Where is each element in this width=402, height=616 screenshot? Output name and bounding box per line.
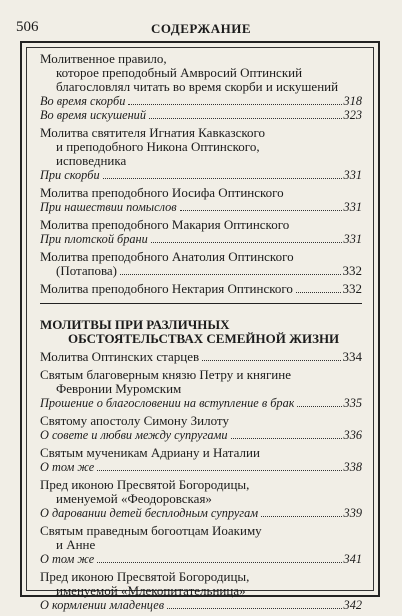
page-header (0, 0, 402, 36)
toc-page-number: 341 (343, 552, 362, 566)
toc-entry-line (40, 570, 362, 584)
toc-page-number: 323 (343, 108, 362, 122)
toc-subentry-text: Во время скорби (40, 94, 126, 108)
toc-entry (40, 126, 362, 182)
toc-page-number: 334 (342, 349, 362, 364)
toc-entry-line (40, 52, 362, 66)
toc-entry-line (40, 250, 362, 264)
toc-subentry (40, 506, 362, 520)
toc-entry-line (40, 414, 362, 428)
toc-entry-text: которое преподобный Амвросий Оптинский (56, 66, 303, 80)
section-heading-line: ОБСТОЯТЕЛЬСТВАХ СЕМЕЙНОЙ ЖИЗНИ (68, 331, 340, 346)
toc-page-number: 331 (343, 200, 362, 214)
toc-entry (40, 52, 362, 122)
dot-leader (180, 209, 342, 211)
toc-entry-text: Святым праведным богоотцам Иоакиму (40, 524, 262, 538)
toc-entry-text: (Потапова) (56, 264, 118, 278)
toc-entry-text: Молитва святителя Игнатия Кавказского (40, 126, 266, 140)
toc-page-number: 331 (343, 168, 362, 182)
toc-subentry (40, 598, 362, 612)
dot-leader (103, 177, 342, 179)
dot-leader (202, 359, 340, 361)
toc-entry-text: Молитва преподобного Нектария Оптинского (40, 282, 293, 296)
toc-entry-text: именуемой «Феодоровская» (56, 492, 212, 506)
toc-page-number: 339 (343, 506, 362, 520)
toc-entry-line (40, 446, 362, 460)
toc-subentry (40, 108, 362, 122)
dot-leader (151, 241, 342, 243)
toc-subentry-text: При плотской брани (40, 232, 148, 246)
toc-page-number: 336 (343, 428, 362, 442)
toc-entry-line (40, 66, 362, 80)
section-heading (40, 318, 362, 346)
toc-entry (40, 524, 362, 566)
toc-entry-text: Молитвенное правило, (40, 52, 167, 66)
toc-entry-line (40, 126, 362, 140)
toc-entry-text: Святым благоверным князю Петру и княгине (40, 368, 291, 382)
toc-entry-text: Молитва Оптинских старцев (40, 350, 200, 364)
toc-subentry (40, 460, 362, 474)
toc-entry-line (40, 350, 362, 364)
toc-entry-line (40, 478, 362, 492)
toc-subentry (40, 232, 362, 246)
running-title: СОДЕРЖАНИЕ (150, 21, 252, 36)
toc-entry-text: Февронии Муромским (56, 382, 182, 396)
toc-subentry-text: Прошение о благословении на вступление в брак (40, 396, 295, 410)
toc-entry (40, 570, 362, 612)
toc-entry (40, 446, 362, 474)
toc-page-number: 332 (342, 263, 362, 278)
dot-leader (297, 405, 341, 407)
toc-subentry-text: Во время искушений (40, 108, 146, 122)
toc-entry-text: Молитва преподобного Анатолия Оптинского (40, 250, 294, 264)
toc-entry-line (40, 264, 362, 278)
toc-entry-line (40, 382, 362, 396)
toc-page-number: 331 (343, 232, 362, 246)
toc-subentry-text: О том же (40, 460, 95, 474)
toc-entry-text: Молитва преподобного Макария Оптинского (40, 218, 290, 232)
toc-subentry (40, 552, 362, 566)
section-heading-line: МОЛИТВЫ ПРИ РАЗЛИЧНЫХ (40, 317, 230, 332)
toc-entry (40, 414, 362, 442)
toc-subentry-text: О совете и любви между супругами (40, 428, 228, 442)
dot-leader (97, 469, 341, 471)
toc-entry-line (40, 80, 362, 94)
toc-page-number: 342 (343, 598, 362, 612)
toc-entry-line (40, 584, 362, 598)
toc-entry-text: именуемой «Млекопитательница» (56, 584, 246, 598)
toc-entry-text: и преподобного Никона Оптинского, (56, 140, 260, 154)
toc-entry-line (40, 538, 362, 552)
toc-subentry-text: О кормлении младенцев (40, 598, 165, 612)
dot-leader (97, 561, 341, 563)
toc-entry-text: Пред иконою Пресвятой Богородицы, (40, 570, 250, 584)
toc-subentry (40, 168, 362, 182)
toc-entry (40, 350, 362, 364)
dot-leader (231, 437, 342, 439)
toc-subentry (40, 94, 362, 108)
toc-entry-text: благословлял читать во время скорби и искушений (56, 80, 339, 94)
toc-page-number: 338 (343, 460, 362, 474)
toc-page-number: 332 (342, 281, 362, 296)
toc-entry (40, 368, 362, 410)
toc-entry (40, 478, 362, 520)
toc-entry-line (40, 368, 362, 382)
toc-entry (40, 186, 362, 214)
dot-leader (149, 117, 342, 119)
toc-entry-line (40, 186, 362, 200)
toc-page-number: 318 (343, 94, 362, 108)
toc-entry-line (40, 218, 362, 232)
toc-entry-text: и Анне (56, 538, 96, 552)
dot-leader (296, 291, 341, 293)
toc-subentry-text: О том же (40, 552, 95, 566)
toc-subentry-text: При скорби (40, 168, 100, 182)
table-of-contents (40, 52, 362, 616)
toc-entry-text: исповедника (56, 154, 127, 168)
page-number: 506 (16, 19, 39, 35)
toc-page-number: 335 (343, 396, 362, 410)
toc-entry (40, 250, 362, 278)
section-separator (40, 303, 362, 314)
toc-entry-text: Молитва преподобного Иосифа Оптинского (40, 186, 284, 200)
entry-gap (40, 296, 362, 300)
toc-entry (40, 282, 362, 296)
toc-subentry (40, 200, 362, 214)
toc-entry-text: Пред иконою Пресвятой Богородицы, (40, 478, 250, 492)
toc-entry-line (40, 140, 362, 154)
dot-leader (261, 515, 341, 517)
toc-subentry-text: При нашествии помыслов (40, 200, 177, 214)
toc-subentry (40, 396, 362, 410)
entry-gap (40, 612, 362, 616)
toc-entry-line (40, 524, 362, 538)
toc-entry-text: Святым мученикам Адриану и Наталии (40, 446, 260, 460)
toc-entry-line (40, 282, 362, 296)
toc-entry-line (40, 154, 362, 168)
toc-entry-line (40, 492, 362, 506)
toc-entry (40, 218, 362, 246)
toc-subentry-text: О даровании детей бесплодным супругам (40, 506, 259, 520)
dot-leader (120, 273, 340, 275)
toc-subentry (40, 428, 362, 442)
dot-leader (128, 103, 341, 105)
toc-entry-text: Святому апостолу Симону Зилоту (40, 414, 229, 428)
